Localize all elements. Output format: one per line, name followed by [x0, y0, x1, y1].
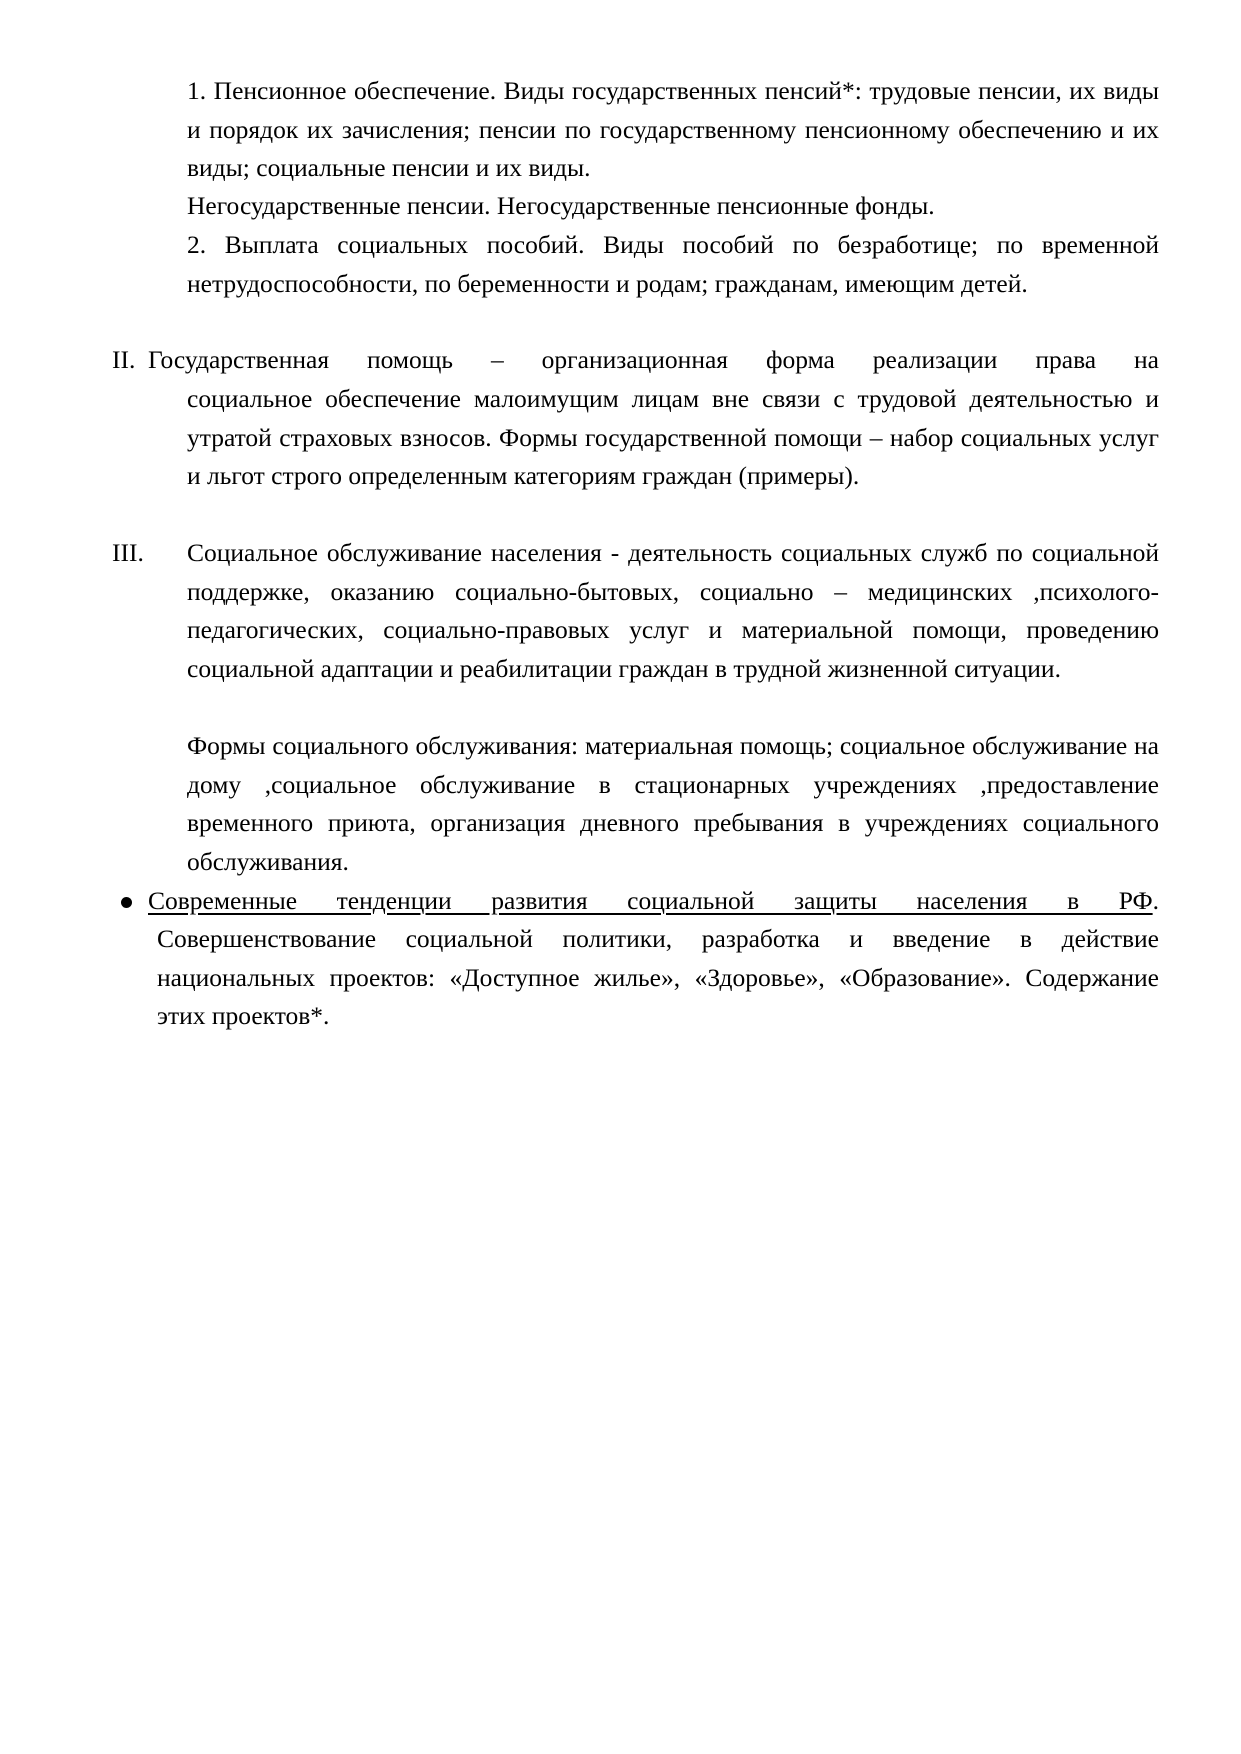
section-ii-first-line: Государственная помощь – организационная форма реализации права на	[148, 345, 1159, 374]
nonstate-pension-line: Негосударственные пенсии. Негосударственные пенсионные фонды.	[187, 191, 935, 220]
bullet-icon	[121, 897, 132, 908]
service-forms-text: Формы социального обслуживания: материальная помощь; социальное обслуживание на дому ,социальное обслуживание в стационарных учреждениях ,предоставление временного приюта, организация дневного пребывания в учреждениях социального обслуживания.	[187, 731, 1159, 876]
pension-item	[187, 72, 1159, 188]
trends-heading-text: Современные тенденции развития социальной защиты населения в РФ	[148, 886, 1153, 915]
benefits-item: 2. Выплата социальных пособий. Виды пособий по безработице; по временной нетрудоспособности, по беременности и родам; гражданам, имеющим детей.	[187, 230, 1159, 298]
pension-item-text: 1. Пенсионное обеспечение. Виды государственных пенсий*: трудовые пенсии, их виды и порядок их зачисления; пенсии по государственному пенсионному обеспечению и их виды; социальные пенсии и их виды.	[187, 76, 1159, 183]
section-ii-marker: II.	[112, 345, 136, 374]
section-iii-marker: III.	[112, 538, 144, 567]
trends-heading: Современные тенденции развития социальной защиты населения в РФ.	[148, 886, 1159, 915]
trends-text: Совершенствование социальной политики, разработка и введение в действие национальных проектов: «Доступное жилье», «Здоровье», «Образование». Содержание этих проектов*.	[157, 924, 1159, 1031]
section-ii-text: социальное обеспечение малоимущим лицам вне связи с трудовой деятельностью и утратой страховых взносов. Формы государственной помощи – набор социальных услуг и льгот строго определенным категориям граждан (примеры).	[187, 384, 1159, 491]
section-iii-text: Социальное обслуживание населения - деятельность социальных служб по социальной поддержке, оказанию социально-бытовых, социально – медицинских ,психолого-педагогических, социально-правовых услуг и материальной помощи, проведению социальной адаптации и реабилитации граждан в трудной жизненной ситуации.	[187, 538, 1159, 683]
